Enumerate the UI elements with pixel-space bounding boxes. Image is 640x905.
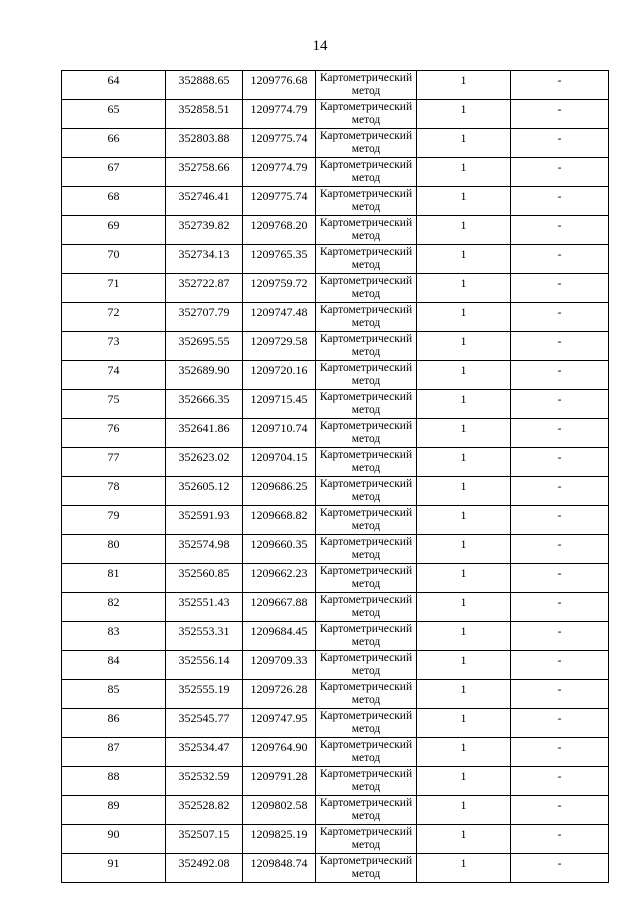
note-cell: - xyxy=(511,477,609,506)
accuracy-cell: 1 xyxy=(417,477,511,506)
method-cell: Картометрический метод xyxy=(316,129,417,158)
x-coordinate-cell: 352534.47 xyxy=(166,738,243,767)
y-coordinate-cell: 1209747.48 xyxy=(243,303,316,332)
table-row xyxy=(62,767,609,796)
accuracy-cell: 1 xyxy=(417,564,511,593)
y-coordinate-cell: 1209775.74 xyxy=(243,129,316,158)
method-cell: Картометрический метод xyxy=(316,274,417,303)
point-number-cell: 73 xyxy=(62,332,166,361)
x-coordinate-cell: 352858.51 xyxy=(166,100,243,129)
table-row xyxy=(62,245,609,274)
y-coordinate-cell: 1209848.74 xyxy=(243,854,316,883)
table-row xyxy=(62,216,609,245)
point-number-cell: 70 xyxy=(62,245,166,274)
accuracy-cell: 1 xyxy=(417,303,511,332)
accuracy-cell: 1 xyxy=(417,622,511,651)
accuracy-cell: 1 xyxy=(417,158,511,187)
x-coordinate-cell: 352746.41 xyxy=(166,187,243,216)
note-cell: - xyxy=(511,506,609,535)
method-cell: Картометрический метод xyxy=(316,709,417,738)
y-coordinate-cell: 1209710.74 xyxy=(243,419,316,448)
note-cell: - xyxy=(511,187,609,216)
point-number-cell: 72 xyxy=(62,303,166,332)
accuracy-cell: 1 xyxy=(417,709,511,738)
x-coordinate-cell: 352551.43 xyxy=(166,593,243,622)
point-number-cell: 67 xyxy=(62,158,166,187)
y-coordinate-cell: 1209765.35 xyxy=(243,245,316,274)
accuracy-cell: 1 xyxy=(417,129,511,158)
method-cell: Картометрический метод xyxy=(316,651,417,680)
table-row xyxy=(62,477,609,506)
table-row xyxy=(62,187,609,216)
point-number-cell: 86 xyxy=(62,709,166,738)
table-row xyxy=(62,593,609,622)
x-coordinate-cell: 352758.66 xyxy=(166,158,243,187)
y-coordinate-cell: 1209667.88 xyxy=(243,593,316,622)
accuracy-cell: 1 xyxy=(417,535,511,564)
y-coordinate-cell: 1209764.90 xyxy=(243,738,316,767)
table-row xyxy=(62,651,609,680)
note-cell: - xyxy=(511,709,609,738)
point-number-cell: 91 xyxy=(62,854,166,883)
accuracy-cell: 1 xyxy=(417,361,511,390)
note-cell: - xyxy=(511,419,609,448)
x-coordinate-cell: 352695.55 xyxy=(166,332,243,361)
method-cell: Картометрический метод xyxy=(316,506,417,535)
method-cell: Картометрический метод xyxy=(316,245,417,274)
note-cell: - xyxy=(511,738,609,767)
y-coordinate-cell: 1209668.82 xyxy=(243,506,316,535)
y-coordinate-cell: 1209709.33 xyxy=(243,651,316,680)
point-number-cell: 89 xyxy=(62,796,166,825)
coordinates-table xyxy=(61,70,609,883)
point-number-cell: 77 xyxy=(62,448,166,477)
y-coordinate-cell: 1209802.58 xyxy=(243,796,316,825)
table-row xyxy=(62,448,609,477)
accuracy-cell: 1 xyxy=(417,332,511,361)
x-coordinate-cell: 352739.82 xyxy=(166,216,243,245)
method-cell: Картометрический метод xyxy=(316,738,417,767)
point-number-cell: 88 xyxy=(62,767,166,796)
note-cell: - xyxy=(511,448,609,477)
accuracy-cell: 1 xyxy=(417,738,511,767)
method-cell: Картометрический метод xyxy=(316,564,417,593)
point-number-cell: 90 xyxy=(62,825,166,854)
note-cell: - xyxy=(511,100,609,129)
point-number-cell: 66 xyxy=(62,129,166,158)
x-coordinate-cell: 352555.19 xyxy=(166,680,243,709)
point-number-cell: 81 xyxy=(62,564,166,593)
note-cell: - xyxy=(511,651,609,680)
note-cell: - xyxy=(511,796,609,825)
note-cell: - xyxy=(511,274,609,303)
accuracy-cell: 1 xyxy=(417,506,511,535)
y-coordinate-cell: 1209720.16 xyxy=(243,361,316,390)
page-number: 14 xyxy=(312,38,328,54)
note-cell: - xyxy=(511,303,609,332)
x-coordinate-cell: 352545.77 xyxy=(166,709,243,738)
y-coordinate-cell: 1209704.15 xyxy=(243,448,316,477)
point-number-cell: 83 xyxy=(62,622,166,651)
note-cell: - xyxy=(511,622,609,651)
accuracy-cell: 1 xyxy=(417,448,511,477)
method-cell: Картометрический метод xyxy=(316,680,417,709)
note-cell: - xyxy=(511,767,609,796)
table-row xyxy=(62,709,609,738)
method-cell: Картометрический метод xyxy=(316,187,417,216)
note-cell: - xyxy=(511,71,609,100)
table-row xyxy=(62,419,609,448)
note-cell: - xyxy=(511,825,609,854)
y-coordinate-cell: 1209684.45 xyxy=(243,622,316,651)
x-coordinate-cell: 352666.35 xyxy=(166,390,243,419)
accuracy-cell: 1 xyxy=(417,274,511,303)
table-row xyxy=(62,506,609,535)
method-cell: Картометрический метод xyxy=(316,767,417,796)
y-coordinate-cell: 1209759.72 xyxy=(243,274,316,303)
point-number-cell: 76 xyxy=(62,419,166,448)
coordinates-table-body xyxy=(62,71,609,883)
method-cell: Картометрический метод xyxy=(316,419,417,448)
note-cell: - xyxy=(511,535,609,564)
method-cell: Картометрический метод xyxy=(316,361,417,390)
accuracy-cell: 1 xyxy=(417,390,511,419)
x-coordinate-cell: 352689.90 xyxy=(166,361,243,390)
y-coordinate-cell: 1209715.45 xyxy=(243,390,316,419)
table-row xyxy=(62,100,609,129)
point-number-cell: 85 xyxy=(62,680,166,709)
y-coordinate-cell: 1209775.74 xyxy=(243,187,316,216)
point-number-cell: 71 xyxy=(62,274,166,303)
accuracy-cell: 1 xyxy=(417,245,511,274)
table-row xyxy=(62,332,609,361)
x-coordinate-cell: 352803.88 xyxy=(166,129,243,158)
point-number-cell: 84 xyxy=(62,651,166,680)
accuracy-cell: 1 xyxy=(417,680,511,709)
x-coordinate-cell: 352560.85 xyxy=(166,564,243,593)
point-number-cell: 78 xyxy=(62,477,166,506)
note-cell: - xyxy=(511,680,609,709)
table-row xyxy=(62,854,609,883)
y-coordinate-cell: 1209729.58 xyxy=(243,332,316,361)
x-coordinate-cell: 352532.59 xyxy=(166,767,243,796)
note-cell: - xyxy=(511,564,609,593)
point-number-cell: 65 xyxy=(62,100,166,129)
table-row xyxy=(62,303,609,332)
accuracy-cell: 1 xyxy=(417,419,511,448)
accuracy-cell: 1 xyxy=(417,71,511,100)
method-cell: Картометрический метод xyxy=(316,448,417,477)
method-cell: Картометрический метод xyxy=(316,158,417,187)
table-row xyxy=(62,158,609,187)
x-coordinate-cell: 352492.08 xyxy=(166,854,243,883)
x-coordinate-cell: 352605.12 xyxy=(166,477,243,506)
x-coordinate-cell: 352507.15 xyxy=(166,825,243,854)
note-cell: - xyxy=(511,158,609,187)
table-row xyxy=(62,796,609,825)
point-number-cell: 75 xyxy=(62,390,166,419)
x-coordinate-cell: 352722.87 xyxy=(166,274,243,303)
point-number-cell: 68 xyxy=(62,187,166,216)
note-cell: - xyxy=(511,390,609,419)
x-coordinate-cell: 352888.65 xyxy=(166,71,243,100)
method-cell: Картометрический метод xyxy=(316,825,417,854)
point-number-cell: 79 xyxy=(62,506,166,535)
method-cell: Картометрический метод xyxy=(316,71,417,100)
method-cell: Картометрический метод xyxy=(316,796,417,825)
note-cell: - xyxy=(511,361,609,390)
table-row xyxy=(62,390,609,419)
y-coordinate-cell: 1209825.19 xyxy=(243,825,316,854)
y-coordinate-cell: 1209774.79 xyxy=(243,158,316,187)
method-cell: Картометрический метод xyxy=(316,854,417,883)
x-coordinate-cell: 352574.98 xyxy=(166,535,243,564)
y-coordinate-cell: 1209726.28 xyxy=(243,680,316,709)
method-cell: Картометрический метод xyxy=(316,593,417,622)
point-number-cell: 64 xyxy=(62,71,166,100)
table-row xyxy=(62,825,609,854)
y-coordinate-cell: 1209747.95 xyxy=(243,709,316,738)
x-coordinate-cell: 352707.79 xyxy=(166,303,243,332)
y-coordinate-cell: 1209776.68 xyxy=(243,71,316,100)
method-cell: Картометрический метод xyxy=(316,622,417,651)
note-cell: - xyxy=(511,129,609,158)
accuracy-cell: 1 xyxy=(417,216,511,245)
note-cell: - xyxy=(511,593,609,622)
x-coordinate-cell: 352623.02 xyxy=(166,448,243,477)
y-coordinate-cell: 1209686.25 xyxy=(243,477,316,506)
method-cell: Картометрический метод xyxy=(316,390,417,419)
table-row xyxy=(62,622,609,651)
table-row xyxy=(62,564,609,593)
table-row xyxy=(62,71,609,100)
note-cell: - xyxy=(511,245,609,274)
accuracy-cell: 1 xyxy=(417,854,511,883)
x-coordinate-cell: 352641.86 xyxy=(166,419,243,448)
accuracy-cell: 1 xyxy=(417,825,511,854)
table-row xyxy=(62,680,609,709)
method-cell: Картометрический метод xyxy=(316,216,417,245)
y-coordinate-cell: 1209774.79 xyxy=(243,100,316,129)
point-number-cell: 87 xyxy=(62,738,166,767)
note-cell: - xyxy=(511,854,609,883)
x-coordinate-cell: 352528.82 xyxy=(166,796,243,825)
accuracy-cell: 1 xyxy=(417,100,511,129)
point-number-cell: 80 xyxy=(62,535,166,564)
accuracy-cell: 1 xyxy=(417,796,511,825)
x-coordinate-cell: 352556.14 xyxy=(166,651,243,680)
method-cell: Картометрический метод xyxy=(316,100,417,129)
accuracy-cell: 1 xyxy=(417,767,511,796)
accuracy-cell: 1 xyxy=(417,593,511,622)
table-row xyxy=(62,129,609,158)
point-number-cell: 74 xyxy=(62,361,166,390)
note-cell: - xyxy=(511,216,609,245)
accuracy-cell: 1 xyxy=(417,651,511,680)
table-row xyxy=(62,738,609,767)
method-cell: Картометрический метод xyxy=(316,303,417,332)
y-coordinate-cell: 1209768.20 xyxy=(243,216,316,245)
point-number-cell: 82 xyxy=(62,593,166,622)
method-cell: Картометрический метод xyxy=(316,477,417,506)
method-cell: Картометрический метод xyxy=(316,535,417,564)
x-coordinate-cell: 352591.93 xyxy=(166,506,243,535)
point-number-cell: 69 xyxy=(62,216,166,245)
table-row xyxy=(62,535,609,564)
accuracy-cell: 1 xyxy=(417,187,511,216)
method-cell: Картометрический метод xyxy=(316,332,417,361)
x-coordinate-cell: 352734.13 xyxy=(166,245,243,274)
y-coordinate-cell: 1209662.23 xyxy=(243,564,316,593)
table-row xyxy=(62,361,609,390)
x-coordinate-cell: 352553.31 xyxy=(166,622,243,651)
note-cell: - xyxy=(511,332,609,361)
y-coordinate-cell: 1209660.35 xyxy=(243,535,316,564)
table-row xyxy=(62,274,609,303)
y-coordinate-cell: 1209791.28 xyxy=(243,767,316,796)
